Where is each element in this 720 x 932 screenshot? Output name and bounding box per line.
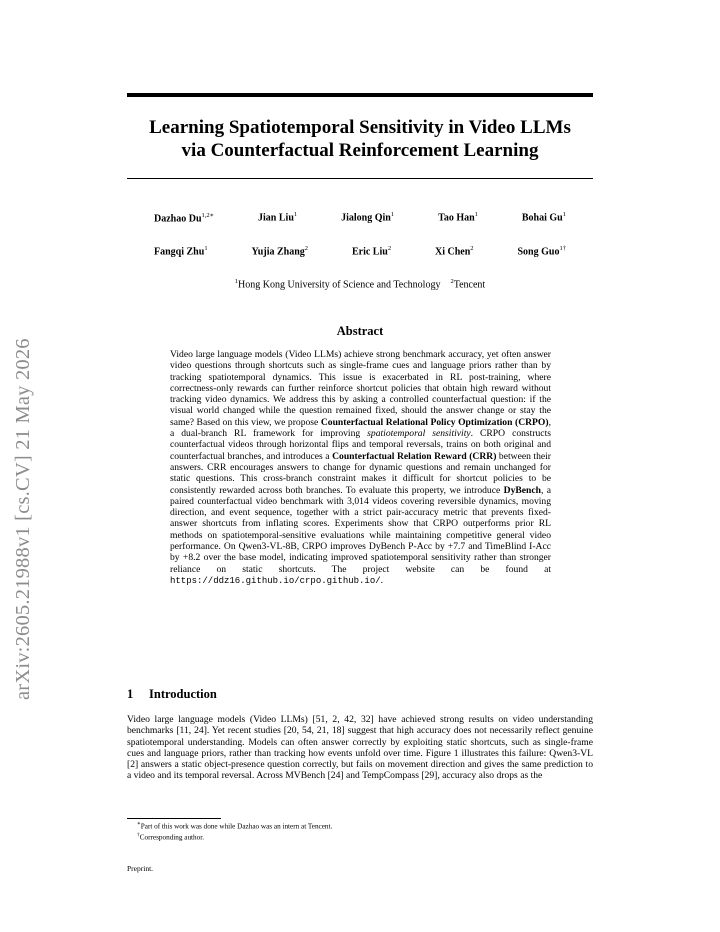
author: Fangqi Zhu$^1$	[154, 245, 208, 258]
footnotes	[137, 820, 593, 843]
arxiv-side-stamp: arXiv:2605.21988v1 [cs.CV] 21 May 2026	[12, 338, 34, 700]
title-line-1: Learning Spatiotemporal Sensitivity in Video LLMs	[149, 117, 571, 138]
author: Jialong Qin$^1$	[341, 211, 395, 224]
abstract-heading: Abstract	[336, 324, 384, 338]
author-row-1	[127, 211, 593, 224]
title-top-rule	[127, 93, 593, 97]
author: Eric Liu$^2$	[351, 245, 392, 258]
project-url[interactable]: https://ddz16.github.io/crpo.github.io/	[170, 575, 381, 586]
author: Yujia Zhang$^2$	[251, 245, 309, 258]
author: Jian Liu$^1$	[258, 211, 298, 224]
author-row-2	[127, 245, 593, 257]
preprint-label: Preprint.	[127, 864, 154, 873]
author: Tao Han$^1$	[438, 211, 478, 224]
abstract-body: Video large language models (Video LLMs) achieve strong benchmark accuracy, yet often answer video questions through shortcuts such as single-frame cues and language priors rather than by tracking spatiotemporal dynamics. This issue is exacerbated in RL post-training, where correctness-only rewards can further reinforce shortcut policies that obtain high reward without tracking video dynamics. We address this by asking a controlled counterfactual question: if the visual world changed while the question remained fixed, should the answer change or stay the same? Based on this view, we propose Counterfactual Relational Policy Optimization (CRPO), a dual-branch RL framework for improving spatiotemporal sensitivity. CRPO constructs counterfactual videos through horizontal flips and temporal reversals, trains on both original and counterfactual branches, and introduces a Counterfactual Relation Reward (CRR) between their answers. CRR encourages answers to change for dynamic questions and remain unchanged for static questions. This cross-branch constraint makes it difficult for shortcut policies to be consistently rewarded across both branches. To evaluate this property, we introduce DyBench, a paired counterfactual video benchmark with 3,014 videos covering reversible dynamics, moving direction, and event sequence, together with a strict pair-accuracy metric that prevents fixed-answer shortcuts from inflating scores. Experiments show that CRPO outperforms prior RL methods on spatiotemporal-sensitive evaluations while maintaining competitive general video performance. On Qwen3-VL-8B, CRPO improves DyBench P-Acc by +7.7 and TimeBlind I-Acc by +8.2 over the base model, indicating improved spatiotemporal sensitivity rather than stronger reliance on static shortcuts. The project website can be found at https://ddz16.github.io/crpo.github.io/.	[170, 349, 552, 586]
title-bottom-rule	[127, 178, 593, 179]
footnote: †Corresponding author.	[137, 832, 205, 842]
section-heading-introduction: 1 Introduction	[127, 687, 217, 701]
affiliations: $^1$Hong Kong University of Science and Technology $^2$Tencent	[234, 278, 486, 291]
author: Bohai Gu$^1$	[521, 211, 566, 224]
author: Xi Chen$^2$	[435, 245, 474, 258]
footnote: ∗Part of this work was done while Dazhao was an intern at Tencent.	[137, 821, 333, 831]
author: Dazhao $Du^{1,2∗}$	[154, 212, 215, 225]
title-line-2: via Counterfactual Reinforcement Learning	[181, 140, 539, 161]
footnote-rule	[127, 818, 221, 819]
author: Song Guo$^{1\dagger}$	[517, 245, 566, 258]
introduction-body: Video large language models (Video LLMs) [51, 2, 42, 32] have achieved strong results on video understanding benchmarks [11, 24]. Yet recent studies [20, 54, 21, 18] suggest that high accuracy does not necessarily reflect genuine spatiotemporal understanding. Models can often answer correctly by exploiting static shortcuts, such as single-frame cues and language priors, rather than tracking how events unfold over time. Figure 1 illustrates this failure: Qwen3-VL [2] answers a static object-presence question correctly, but fails on movement direction and gives the same prediction to a video and its temporal reversal. Across MVBench [24] and TempCompass [29], accuracy also drops as the	[127, 714, 593, 782]
paper-title	[127, 116, 593, 162]
